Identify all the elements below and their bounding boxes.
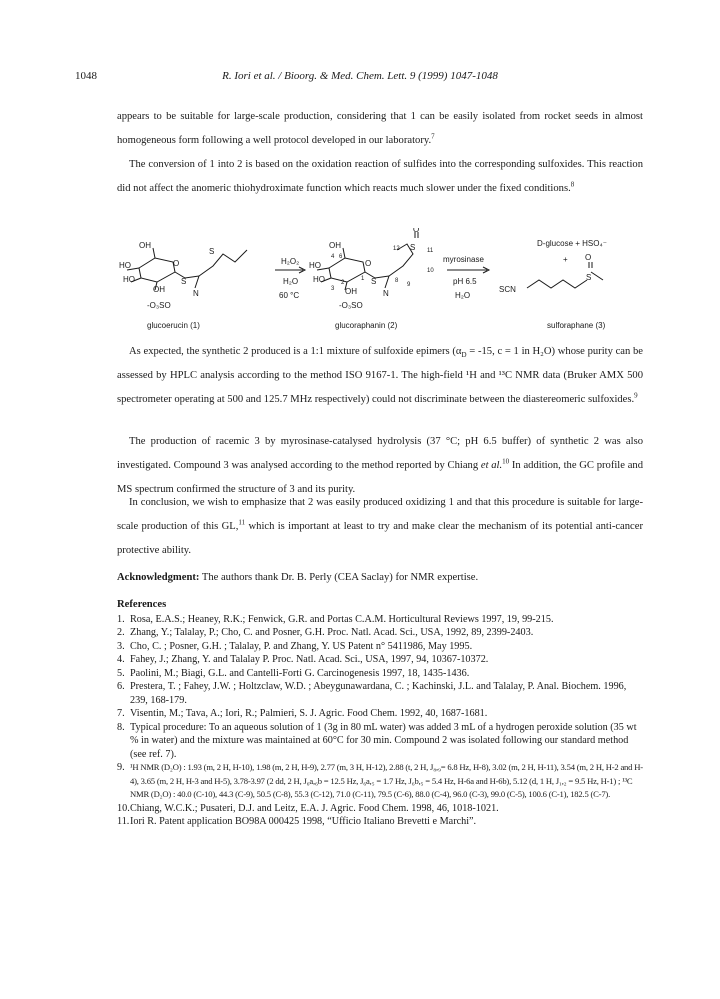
- s-label-4: S: [371, 277, 377, 286]
- ref-8-sup: 8: [570, 180, 575, 189]
- reagent-temp: 60 °C: [279, 291, 300, 300]
- atom-num-12: 12: [393, 246, 400, 252]
- reference-item: [117, 613, 645, 627]
- reference-text-nmr: ¹H NMR (D₂O) : 1.93 (m, 2 H, H-10), 1.98 (m, 2 H, H-9), 2.77 (m, 3 H, H-12), 2.88 (t, 2 H, J₈,₉= 6.8 Hz, H-8), 3.02 (m, 2 H, H-11), 3.54 (m, 2 H, H-2 and H-4), 3.65 (m, 2 H, H-3 and H-5), 3.78-3.97 (2 dd, 2 H, J₆a,₆b = 12.5 Hz, J₆a,₅ = 1.7 Hz, J₆b,₅ = 5.4 Hz, H-6a and H-6b), 5.12 (d, 1 H, J₁,₂ = 9.5 Hz, H-1) ; ¹³C NMR (D₂O) : 40.0 (C-10), 44.3 (C-9), 50.5 (C-8), 55.3 (C-12), 71.0 (C-11), 79.5 (C-6), 88.0 (C-4), 96.0 (C-3), 99.0 (C-5), 100.6 (C-1), 182.5 (C-7).: [130, 762, 643, 799]
- s-label-3: S: [410, 243, 416, 252]
- ho-label-2: HO: [123, 275, 135, 284]
- sulfoxide-o: O: [413, 228, 420, 234]
- atom-num-3: 3: [331, 286, 335, 292]
- ref-10-sup: 10: [502, 457, 510, 466]
- ref-9-sup: 9: [634, 391, 638, 400]
- reference-number: 10.: [117, 802, 130, 814]
- atom-num-2: 2: [341, 280, 345, 286]
- paragraph-5-text-b: which is important at least to try and make clear the mechanism of its potential anti-cancer protective ability.: [117, 521, 643, 556]
- label-sulforaphane: sulforaphane (3): [547, 321, 606, 330]
- paragraph-2: [117, 153, 643, 201]
- s-label-5: S: [586, 273, 592, 282]
- atom-num-8: 8: [395, 278, 399, 284]
- reference-item: [117, 721, 645, 762]
- oh-label-2: OH: [153, 285, 165, 294]
- journal-running-head: R. Iori et al. / Bioorg. & Med. Chem. Lett. 9 (1999) 1047-1048: [222, 70, 498, 82]
- s-label-2: S: [181, 277, 187, 286]
- acknowledgment-label: Acknowledgment:: [117, 572, 200, 583]
- reagent-ph: pH 6.5: [453, 277, 477, 286]
- paragraph-1-text: appears to be suitable for large-scale production, considering that 1 can be easily isolated from rocket seeds in almost homogeneous form following a well protocol developed in our laboratory.: [117, 111, 643, 146]
- reference-item: [117, 653, 645, 667]
- reference-number: 3.: [117, 640, 125, 652]
- s-label-1: S: [209, 247, 215, 256]
- paragraph-5: [117, 491, 643, 563]
- references-list: [117, 613, 645, 829]
- reference-number: 11.: [117, 816, 130, 827]
- reference-item: [117, 667, 645, 681]
- so3-label-1: -O₃SO: [147, 301, 171, 310]
- reagent-h2o-2: H₂O: [455, 291, 471, 300]
- ho-label-3: HO: [309, 261, 321, 270]
- page-number: 1048: [75, 70, 97, 82]
- plus-sign: +: [563, 255, 568, 264]
- scn-label: SCN: [499, 285, 516, 294]
- reference-number: 5.: [117, 667, 125, 679]
- reference-number: 6.: [117, 681, 125, 692]
- reference-item: [117, 815, 645, 829]
- reference-number: 4.: [117, 654, 125, 665]
- reagent-myrosinase: myrosinase: [443, 255, 484, 264]
- atom-num-9: 9: [407, 282, 411, 288]
- reference-item: [117, 707, 645, 721]
- reference-text: Cho, C. ; Posner, G.H. ; Talalay, P. and Zhang, Y. US Patent n° 5411986, May 1995.: [130, 640, 473, 652]
- ho-label-1: HO: [119, 261, 131, 270]
- atom-num-10: 10: [427, 268, 434, 274]
- oh-label-4: OH: [345, 287, 357, 296]
- ho-label-4: HO: [313, 275, 325, 284]
- ref-11-sup: 11: [238, 518, 246, 527]
- reference-text: Paolini, M.; Biagi, G.L. and Cantelli-Forti G. Carcinogenesis 1997, 18, 1435-1436.: [130, 667, 470, 679]
- products-glucose-hso4: D-glucose + HSO₄⁻: [537, 239, 607, 248]
- reference-number: 9.: [117, 762, 125, 773]
- reference-text: Zhang, Y.; Talalay, P.; Cho, C. and Posner, G.H. Proc. Natl. Acad. Sci., USA, 1992, 89, 2399-2403.: [130, 627, 534, 638]
- et-al: et al.: [480, 460, 503, 471]
- reference-text: Visentin, M.; Tava, A.; Iori, R.; Palmieri, S. J. Agric. Food Chem. 1992, 40, 1687-1681.: [130, 708, 488, 719]
- reference-text: Prestera, T. ; Fahey, J.W. ; Holtzclaw, W.D. ; Abeygunawardana, C. ; Kachinski, J.L. and Talalay, P. Anal. Biochem. 1996, 239, 168-179.: [130, 681, 627, 706]
- so3-label-2: -O₃SO: [339, 301, 363, 310]
- paragraph-3-text-a: As expected, the synthetic 2 produced is a 1:1 mixture of sulfoxide epimers (α: [129, 346, 462, 357]
- sulfoxide-o-3: O: [585, 253, 592, 262]
- ref-7-sup: 7: [431, 132, 435, 141]
- paragraph-5-text-a: In conclusion, we wish to emphasize that 2 was easily produced oxidizing 1 and that this procedure is suitable for large-scale production of this GL,: [117, 497, 643, 532]
- label-glucoerucin: glucoerucin (1): [147, 321, 200, 330]
- atom-num-6: 6: [339, 254, 343, 260]
- ring-o-2: O: [365, 259, 372, 268]
- reference-text: Iori R. Patent application BO98A 000425 1998, “Ufficio Italiano Brevetti e Marchi”.: [130, 816, 477, 827]
- reference-text: Fahey, J.; Zhang, Y. and Talalay P. Proc. Natl. Acad. Sci., USA, 1997, 94, 10367-10372.: [130, 654, 489, 665]
- paragraph-4-text-a: The production of racemic 3 by myrosinase-catalysed hydrolysis (37 °C; pH 6.5 buffer) of synthetic 2 was also investigated. Compound 3 was analysed according to the method reported by Chiang: [117, 436, 643, 471]
- reference-number: 7.: [117, 708, 125, 719]
- acknowledgment: [117, 572, 478, 583]
- atom-num-11: 11: [427, 248, 434, 254]
- reference-item: [117, 802, 645, 816]
- oh-label-1: OH: [139, 241, 151, 250]
- reference-number: 2.: [117, 627, 125, 638]
- reference-number: 1.: [117, 613, 125, 625]
- atom-num-1: 1: [361, 276, 365, 282]
- acknowledgment-text: The authors thank Dr. B. Perly (CEA Saclay) for NMR expertise.: [199, 572, 479, 583]
- n-label-2: N: [383, 289, 389, 298]
- reference-text: Chiang, W.C.K.; Pusateri, D.J. and Leitz, E.A. J. Agric. Food Chem. 1998, 46, 1018-1021.: [130, 802, 499, 814]
- reference-text: Typical procedure: To an aqueous solution of 1 (3g in 80 mL water) was added 3 mL of a hydrogen peroxide solution (35 wt % in water) and the mixture was maintained at 60°C for 30 min. Compound 2 was isolated following our standard method (see ref. 7).: [130, 721, 637, 760]
- ring-o-1: O: [173, 259, 180, 268]
- paragraph-2-text: The conversion of 1 into 2 is based on the oxidation reaction of sulfides into the corresponding sulfoxides. This reaction did not affect the anomeric thiohydroximate function which reacts much slower under the fixed conditions.: [117, 159, 643, 194]
- alpha-d-sub: D: [461, 351, 467, 360]
- oh-label-3: OH: [329, 241, 341, 250]
- reference-item: [117, 640, 645, 654]
- atom-num-4: 4: [331, 254, 335, 260]
- reagent-h2o2: H₂O₂: [281, 257, 300, 266]
- reference-item: [117, 626, 645, 640]
- reference-number: 8.: [117, 721, 125, 733]
- reaction-scheme: [117, 228, 647, 338]
- reference-text: Rosa, E.A.S.; Heaney, R.K.; Fenwick, G.R. and Portas C.A.M. Horticultural Reviews 1997, 19, 99-215.: [130, 613, 554, 625]
- references-section: [117, 598, 645, 829]
- paragraph-1: [117, 105, 643, 153]
- paragraph-3-text-b: = -15, c = 1 in H₂O) whose purity can be assessed by HPLC analysis according to the method ISO 9167-1. The high-field ¹H and ¹³C NMR data (Bruker AMX 500 spectrometer operating at 500 and 125.7 MHz respectively) could not discriminate between the diastereomeric sulfoxides.: [117, 346, 644, 405]
- n-label-1: N: [193, 289, 199, 298]
- reference-item: [117, 761, 645, 802]
- references-title: References: [117, 599, 167, 610]
- paragraph-4-text-b: In addition, the GC profile and MS spectrum confirmed the structure of 3 and its purity.: [117, 460, 643, 495]
- reference-item: [117, 680, 645, 707]
- reagent-h2o-1: H₂O: [283, 277, 299, 286]
- paragraph-3: [117, 340, 643, 412]
- label-glucoraphanin: glucoraphanin (2): [335, 321, 398, 330]
